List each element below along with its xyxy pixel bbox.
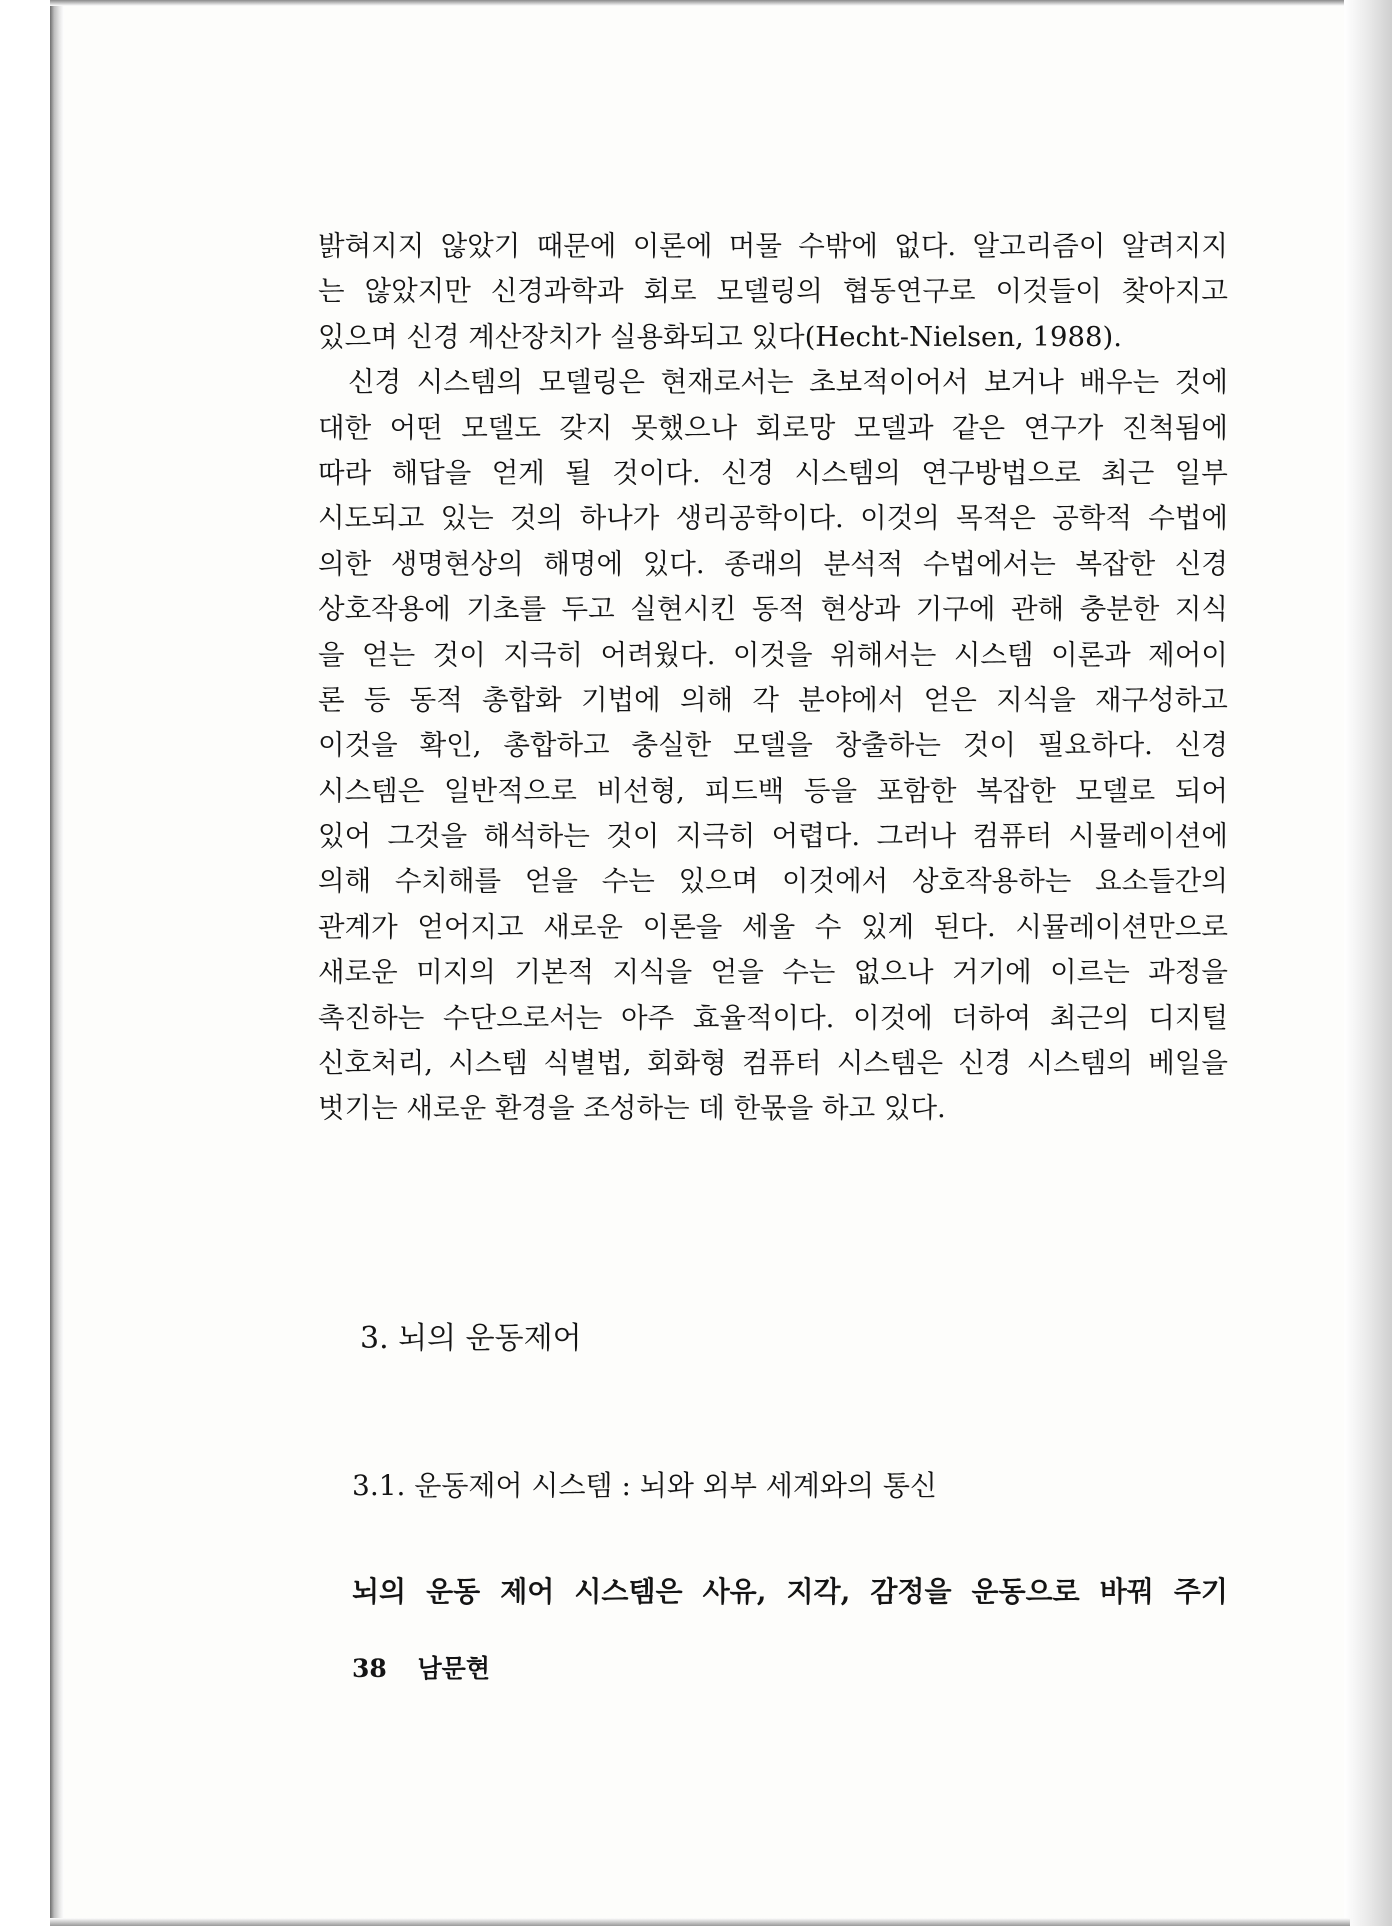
word: 있는 [440,502,494,535]
word: 론 [318,683,345,716]
word: 연구가 [1023,411,1104,444]
word: 시뮬레이션에 [1068,820,1228,853]
word: 시스템은 [836,1047,944,1080]
word: 의해 [679,683,734,716]
word: 시도되고 [318,502,425,535]
word: 이론에 [632,230,713,262]
word: 될 [565,456,592,489]
text-line [318,406,1228,451]
word: 연구방법으로 [921,456,1081,489]
word: 신경 [1174,547,1228,580]
word: 컴퓨터 [972,820,1053,853]
word: 새로운 [543,910,623,943]
word: 수는 [601,865,655,898]
word: 제어 [500,1575,555,1608]
word: 얻을 [524,865,578,898]
word: 베일을 [1148,1047,1228,1080]
word: 해명에 [543,547,624,580]
word: 이르는 [1050,956,1130,989]
word: 해답을 [391,456,472,489]
text-line [318,633,1228,678]
word: 해석하는 [483,820,590,853]
word: 수단으로서는 [442,1001,603,1034]
word: 모델링의 [716,275,823,308]
word: 상호작용에 [318,593,451,626]
word: 얻게 [491,456,545,489]
word: 관해 [1010,593,1065,626]
word: 얻을 [710,956,764,989]
page-edge-bottom [50,1918,1350,1926]
text-line [318,587,1228,632]
word: 된다. [933,910,996,943]
body-line [352,1570,1228,1610]
word: 진척됨에 [1121,411,1228,444]
word: 재구성하고 [1095,683,1228,716]
word: 총합화 [482,683,562,716]
word: 운동 [426,1575,481,1608]
text-line [318,224,1228,269]
word: 미지의 [416,956,496,989]
word: 효율적이다. [692,1001,835,1034]
running-author: 남문현 [417,1654,490,1683]
word: 이론을 [642,910,723,943]
word: 있게 [861,910,915,943]
word: 지각, [786,1575,851,1608]
word: 창출하는 [834,729,941,762]
word: 실현시킨 [630,593,737,626]
text-line [318,814,1228,859]
word: 동적 [409,683,463,716]
word: 등을 [803,774,858,807]
word: 현재로서는 [660,366,794,399]
word: 과정을 [1148,956,1228,989]
word: 뇌의 [352,1575,407,1608]
word: 있으며 [678,865,759,898]
word: 세울 [742,910,796,943]
word: 시스템 [953,638,1034,671]
word: 각 [752,683,779,716]
word: 아주 [621,1001,675,1034]
word: 위해서는 [830,638,937,671]
page-edge-left [50,0,64,1926]
word: 상호작용하는 [911,865,1072,898]
word: 어려웠다. [600,638,716,671]
word: 종래의 [724,547,804,580]
word: 지식을 [996,683,1076,716]
word: 시스템은 [318,774,425,807]
word: 수법에 [1148,502,1228,535]
text-line [318,451,1228,496]
word: 공학적 [1052,502,1132,535]
word: 모델로 [1075,774,1156,807]
word: 협동연구로 [842,275,976,308]
page-footer [352,1649,490,1685]
text-line [318,769,1228,814]
word: 운동으로 [971,1575,1080,1608]
word: 일부 [1174,456,1228,489]
word: 밝혀지지 [318,230,425,262]
text-line [318,360,1228,405]
word: 있어 [318,820,372,853]
word: 등 [363,683,391,716]
word: 바꿔 [1099,1575,1154,1608]
word: 신경 [348,366,402,399]
word: 최근 [1101,456,1155,489]
word: 시스템의 [794,456,901,489]
word: 지식을 [612,956,693,989]
section-heading: 3. 뇌의 운동제어 [360,1321,582,1356]
word: 것이 [432,638,486,671]
word: 수밖에 [798,230,878,262]
text-line: 벗기는 새로운 환경을 조성하는 데 한몫을 하고 있다. [318,1092,946,1125]
word: 최근의 [1049,1001,1130,1034]
word: 지식 [1174,593,1228,626]
word: 필요하다. [1037,729,1153,762]
word: 비선형, [596,774,685,807]
word: 못했으나 [630,411,738,444]
word: 하나가 [579,502,660,535]
word: 찾아지고 [1121,275,1228,308]
word: 이것의 [860,502,940,535]
word: 회화형 [646,1047,727,1080]
word: 피드백 [704,774,785,807]
word: 대한 [318,411,372,444]
word: 것이 [962,729,1016,762]
word: 모델도 [461,411,541,444]
word: 기본적 [514,956,595,989]
text-line [318,542,1228,587]
word: 지극히 [675,820,756,853]
word: 이것들이 [995,275,1102,308]
word: 회로 [643,275,697,308]
word: 동적 [751,593,806,626]
word: 시스템은 [574,1575,683,1608]
word: 않았기 [440,230,521,262]
word: 의한 [318,547,372,580]
word: 없다. [894,230,957,262]
word: 충실한 [631,729,712,762]
word: 신경 [958,1047,1012,1080]
word: 것의 [510,502,564,535]
word: 어렵다. [771,820,861,853]
word: 있다. [642,547,705,580]
word: 갖지 [559,411,613,444]
word: 의해 [318,865,372,898]
word: 얻어지고 [417,910,524,943]
word: 복잡한 [976,774,1056,807]
word: 감정을 [870,1575,952,1608]
word: 기초를 [466,593,547,626]
word: 모델을 [733,729,813,762]
text-line [318,496,1228,541]
word: 식별법, [543,1047,632,1080]
word: 수법에서는 [922,547,1056,580]
text-line [318,269,1228,314]
word: 는 [318,275,345,308]
word: 배우는 [1079,366,1160,399]
word: 확인, [419,729,482,762]
page-number: 38 [352,1654,387,1683]
word: 요소들간의 [1095,865,1228,898]
text-line [318,859,1228,904]
word: 시스템의 [1026,1047,1133,1080]
word: 수 [814,910,842,943]
word: 총합하고 [503,729,610,762]
word: 이것을 [318,729,398,762]
text-line [318,1041,1228,1086]
word: 생리공학이다. [675,502,844,535]
subsection-heading: 3.1. 운동제어 시스템 : 뇌와 외부 세계와의 통신 [352,1469,937,1502]
word: 현상과 [820,593,901,626]
word: 이것을 [732,638,813,671]
word: 어떤 [389,411,443,444]
text-line [318,950,1228,995]
word: 지극히 [503,638,583,671]
word: 머물 [728,230,782,262]
word: 제어이 [1148,638,1228,671]
word: 이론과 [1051,638,1131,671]
word: 충분한 [1079,593,1160,626]
word: 촉진하는 [318,1001,425,1034]
page-edge-right [1344,0,1392,1926]
word: 모델과 [853,411,934,444]
word: 모델링은 [538,366,645,399]
word: 같은 [951,411,1006,444]
word: 을 [318,638,345,671]
word: 기구에 [915,593,996,626]
word: 이것에 [853,1001,933,1034]
body-text [318,224,1228,1132]
word: 신경 [721,456,775,489]
word: 회로망 [755,411,836,444]
word: 것이다. [612,456,701,489]
word: 수는 [782,956,836,989]
word: 신경과학과 [490,275,624,308]
word: 알려지지 [1121,230,1228,262]
word: 않았지만 [364,275,471,308]
word: 더하여 [951,1001,1032,1034]
word: 새로운 [318,956,398,989]
word: 거기에 [951,956,1032,989]
word: 신경 [1174,729,1228,762]
text-line [318,678,1228,723]
word: 생명현상의 [390,547,524,580]
word: 시뮬레이션만으로 [1015,910,1228,943]
word: 목적은 [956,502,1036,535]
text-line [318,905,1228,950]
word: 포함한 [876,774,957,807]
text-line [318,723,1228,768]
word: 분야에서 [798,683,905,716]
word: 알고리즘이 [972,230,1106,262]
word: 것이 [606,820,660,853]
word: 얻는 [362,638,416,671]
word: 그것을 [387,820,468,853]
word: 관계가 [318,910,398,943]
word: 디지털 [1148,1001,1228,1034]
word: 이것에서 [781,865,889,898]
word: 되어 [1174,774,1228,807]
word: 사유, [702,1575,767,1608]
word: 그러나 [876,820,957,853]
word: 두고 [561,593,615,626]
word: 초보적이어서 [809,366,969,399]
word: 기법에 [581,683,661,716]
word: 일반적으로 [443,774,577,807]
word: 따라 [318,456,372,489]
word: 수치해를 [394,865,502,898]
word: 없으나 [853,956,934,989]
word: 주기 [1173,1575,1228,1608]
word: 컴퓨터 [741,1047,822,1080]
word: 얻은 [923,683,977,716]
word: 시스템 [448,1047,528,1080]
word: 보거나 [984,366,1064,399]
text-line [318,996,1228,1041]
word: 분석적 [823,547,904,580]
word: 신호처리, [318,1047,434,1080]
word: 것에 [1174,366,1228,399]
word: 복잡한 [1075,547,1156,580]
word: 때문에 [536,230,617,262]
text-line: 있으며 신경 계산장치가 실용화되고 있다(Hecht-Nielsen, 1988). [318,320,1122,353]
word: 시스템의 [416,366,524,399]
